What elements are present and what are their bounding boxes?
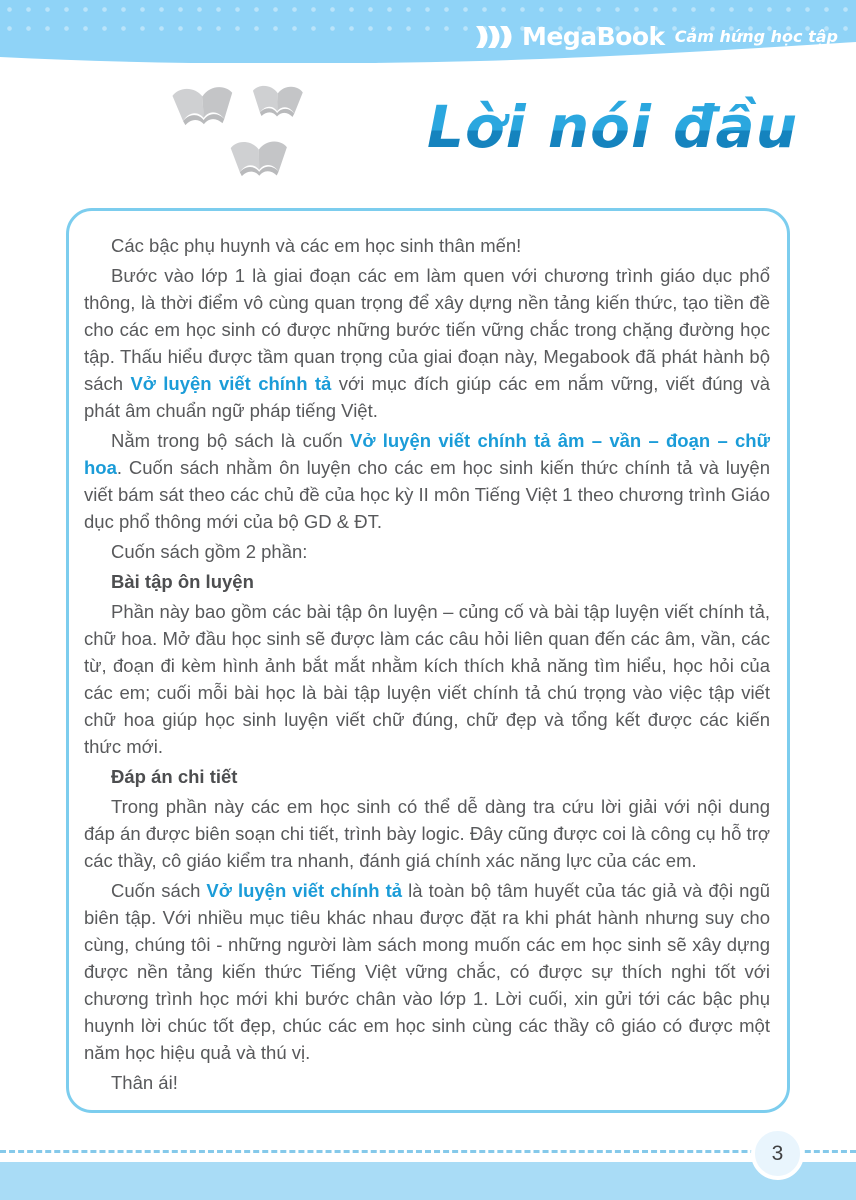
dashed-divider xyxy=(0,1150,856,1153)
triple-chevron-icon xyxy=(475,26,515,48)
page-number-badge xyxy=(751,1127,804,1180)
footer-bar xyxy=(0,1162,856,1200)
paragraph: Cuốn sách gồm 2 phần: xyxy=(111,541,308,562)
paragraph: Phần này bao gồm các bài tập ôn luyện – củng cố và bài tập luyện viết chính tả, chữ hoa. Mở đầu học sinh sẽ được làm các câu hỏi liên quan đến các âm, vần, các từ, đoạn đi kèm hình ảnh bắt mắt nhằm kích thích khả năng tìm hiểu, học hỏi của các em; cuối mỗi bài học là bài tập luyện viết chính tả chú trọng vào việc tập viết chữ hoa giúp học sinh luyện viết chữ đúng, chữ đẹp và tổng kết được các kiến thức mới. xyxy=(84,601,770,757)
open-book-icon xyxy=(228,137,291,181)
content-box xyxy=(66,208,790,1113)
paragraph-text: là toàn bộ tâm huyết của tác giả và đội ngũ biên tập. Với nhiều mục tiêu khác nhau được đặt ra khi phát hành nhưng suy cho cùng, chúng tôi - những người làm sách mong muốn các em học sinh sẽ xây dựng được nền tảng kiến thức Tiếng Việt vững chắc, có được sự thích nghi tốt với chương trình học mới khi bước chân vào lớp 1. Lời cuối, xin gửi tới các bậc phụ huynh lời chúc tốt đẹp, chúc các em học sinh cùng các thầy cô giáo có được một năm học hiệu quả và thú vị. xyxy=(84,880,770,1063)
book-title-name: Vở luyện viết chính tả âm – vần – đoạn – chữ hoa xyxy=(84,430,770,478)
signature: Thân ái! xyxy=(111,1072,178,1093)
open-book-icon xyxy=(169,82,237,131)
page-header-band xyxy=(0,0,856,74)
section-heading-exercises: Bài tập ôn luyện xyxy=(111,571,254,592)
paragraph xyxy=(84,877,770,1066)
section-heading-answers: Đáp án chi tiết xyxy=(111,766,238,787)
book-series-name: Vở luyện viết chính tả xyxy=(130,373,332,394)
page-title: Lời nói đầu xyxy=(426,93,798,161)
paragraph xyxy=(84,427,770,535)
paragraph-text: với mục đích giúp các em nắm vững, viết đúng và phát âm chuẩn ngữ pháp tiếng Việt. xyxy=(84,373,770,421)
paragraph-text: Bước vào lớp 1 là giai đoạn các em làm quen với chương trình giáo dục phổ thông, là thời điểm vô cùng quan trọng để xây dựng nền tảng kiến thức, tạo tiền đề cho các em học sinh có được những bước tiến vững chắc trong chặng đường học tập. Thấu hiểu được tầm quan trọng của giai đoạn này, Megabook đã phát hành bộ sách xyxy=(84,265,770,394)
page-number: 3 xyxy=(771,1141,784,1165)
paragraph-text: Nằm trong bộ sách là cuốn xyxy=(111,430,350,451)
logo-text: MegaBook xyxy=(522,22,665,51)
paragraph-text: Cuốn sách xyxy=(111,880,207,901)
paragraph xyxy=(84,262,770,424)
logo-tagline: Cảm hứng học tập xyxy=(674,27,838,46)
paragraph-text: . Cuốn sách nhằm ôn luyện cho các em học sinh kiến thức chính tả và luyện viết bám sát theo các chủ đề của học kỳ II môn Tiếng Việt 1 theo chương trình Giáo dục phổ thông mới của bộ GD & ĐT. xyxy=(84,457,770,532)
paragraph: Trong phần này các em học sinh có thể dễ dàng tra cứu lời giải với nội dung đáp án được biên soạn chi tiết, trình bày logic. Đây cũng được coi là công cụ hỗ trợ các thầy, cô giáo kiểm tra nhanh, đánh giá chính xác năng lực của các em. xyxy=(84,796,770,871)
paragraph-greeting: Các bậc phụ huynh và các em học sinh thân mến! xyxy=(111,235,522,256)
book-series-name: Vở luyện viết chính tả xyxy=(206,880,403,901)
megabook-logo xyxy=(475,24,838,49)
open-book-icon xyxy=(249,82,305,122)
